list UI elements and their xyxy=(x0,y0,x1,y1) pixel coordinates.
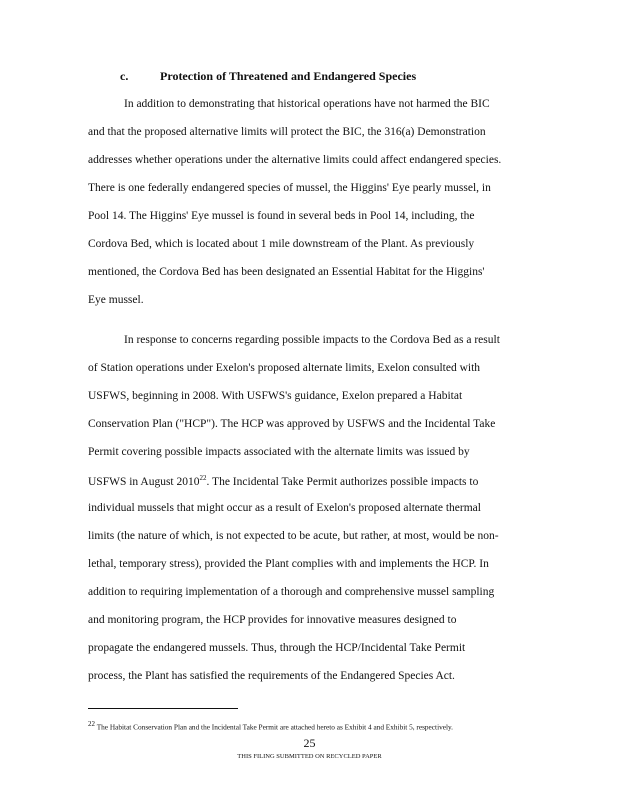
body-line: individual mussels that might occur as a result of Exelon's proposed alternate thermal xyxy=(88,502,481,514)
footnote-reference: 22 xyxy=(199,474,207,482)
body-line: process, the Plant has satisfied the requirements of the Endangered Species Act. xyxy=(88,670,455,682)
body-line xyxy=(88,474,478,488)
body-line: limits (the nature of which, is not expected to be acute, but rather, at most, would be non- xyxy=(88,530,499,542)
section-title: Protection of Threatened and Endangered Species xyxy=(160,69,417,83)
footnote-marker: 22 xyxy=(88,720,95,728)
body-line: lethal, temporary stress), provided the Plant complies with and implements the HCP. In xyxy=(88,558,489,570)
body-line: mentioned, the Cordova Bed has been designated an Essential Habitat for the Higgins' xyxy=(88,266,485,278)
body-line: propagate the endangered mussels. Thus, through the HCP/Incidental Take Permit xyxy=(88,642,466,654)
body-line: addition to requiring implementation of a thorough and comprehensive mussel sampling xyxy=(88,586,495,598)
body-line: Eye mussel. xyxy=(88,294,144,306)
body-line: addresses whether operations under the alternative limits could affect endangered species. xyxy=(88,154,502,166)
recycled-paper-notice: THIS FILING SUBMITTED ON RECYCLED PAPER xyxy=(237,753,382,760)
body-line: and monitoring program, the HCP provides for innovative measures designed to xyxy=(88,614,457,626)
body-line: There is one federally endangered species of mussel, the Higgins' Eye pearly mussel, in xyxy=(88,182,491,194)
body-text: USFWS in August 2010 xyxy=(88,475,200,488)
body-line: and that the proposed alternative limits will protect the BIC, the 316(a) Demonstration xyxy=(88,126,486,138)
body-line: Permit covering possible impacts associated with the alternate limits was issued by xyxy=(88,446,470,458)
body-line: In response to concerns regarding possible impacts to the Cordova Bed as a result xyxy=(124,334,500,346)
body-line: Cordova Bed, which is located about 1 mile downstream of the Plant. As previously xyxy=(88,238,475,250)
body-line: In addition to demonstrating that historical operations have not harmed the BIC xyxy=(124,98,490,110)
footnote-divider xyxy=(88,708,238,709)
page-number: 25 xyxy=(303,736,316,750)
body-line: Conservation Plan ("HCP"). The HCP was approved by USFWS and the Incidental Take xyxy=(88,418,496,430)
body-line: USFWS, beginning in 2008. With USFWS's guidance, Exelon prepared a Habitat xyxy=(88,390,463,402)
section-heading xyxy=(120,69,416,84)
footnote xyxy=(88,720,453,731)
body-line: Pool 14. The Higgins' Eye mussel is found in several beds in Pool 14, including, the xyxy=(88,210,475,222)
footnote-text: The Habitat Conservation Plan and the Incidental Take Permit are attached hereto as Exhibit 4 and Exhibit 5, respectively. xyxy=(95,722,454,732)
section-number: c. xyxy=(120,69,129,83)
body-line: of Station operations under Exelon's proposed alternate limits, Exelon consulted with xyxy=(88,362,481,374)
body-text: . The Incidental Take Permit authorizes possible impacts to xyxy=(206,475,479,488)
